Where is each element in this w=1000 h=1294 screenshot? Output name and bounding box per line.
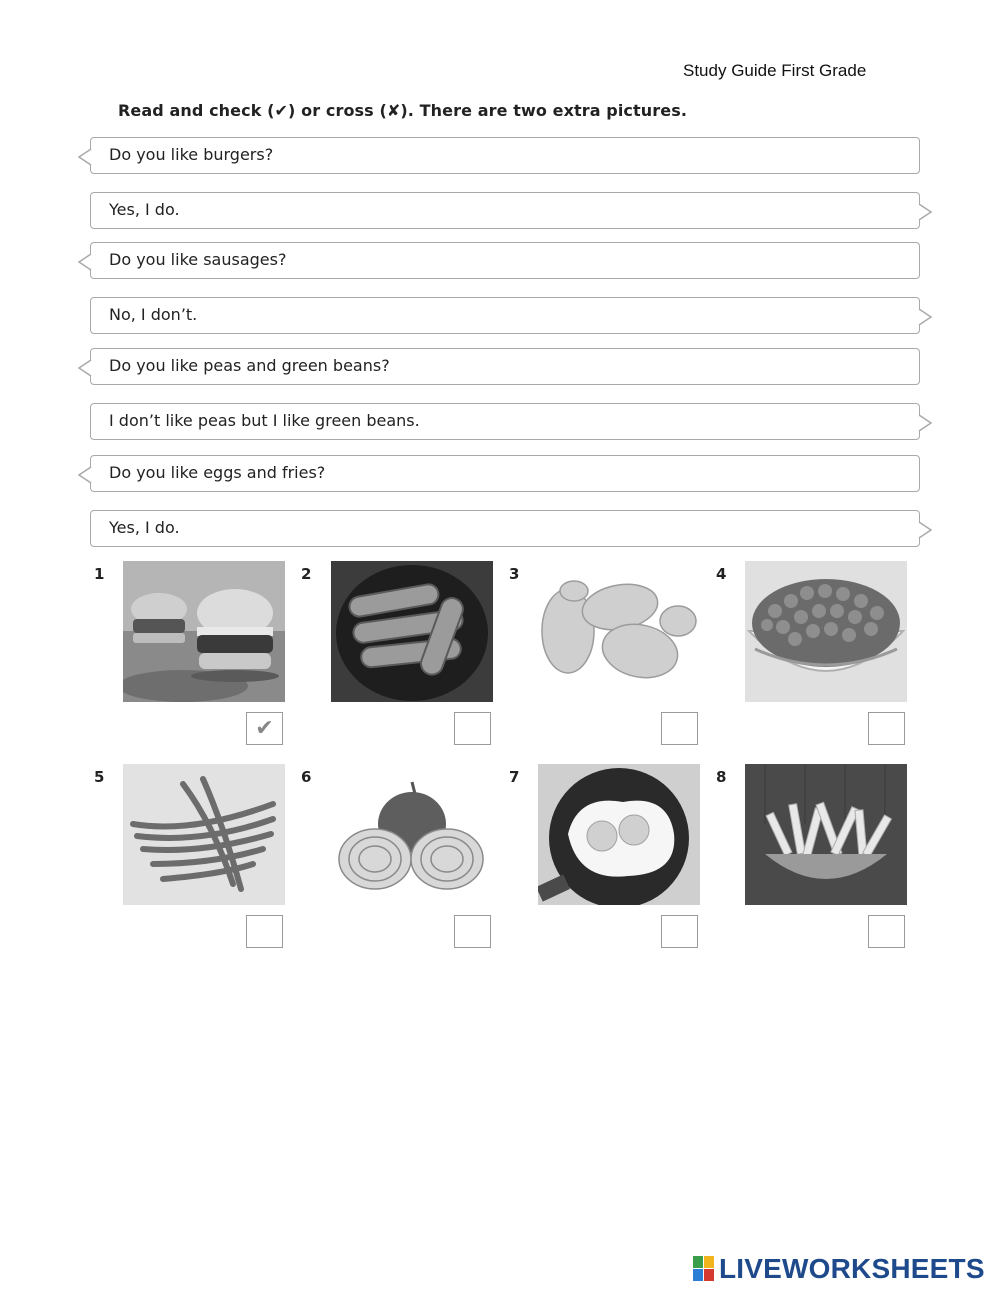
answer-box[interactable]: [454, 712, 491, 745]
dialogue-bubble: [90, 297, 920, 334]
fries-icon: [745, 764, 907, 905]
dialogue-text: Yes, I do.: [109, 200, 180, 219]
bubble-tail: [919, 522, 931, 538]
bubble-tail: [919, 204, 931, 220]
answer-box[interactable]: [661, 712, 698, 745]
bubble-tail: [919, 415, 931, 431]
fried-eggs-icon: [538, 764, 700, 905]
answer-box[interactable]: [246, 915, 283, 948]
dialogue-text: Yes, I do.: [109, 518, 180, 537]
picture-number: 1: [94, 565, 105, 583]
dialogue-bubble: [90, 192, 920, 229]
green-beans-icon: [123, 764, 285, 905]
dialogue-bubble: [90, 348, 920, 385]
dialogue-text: I don’t like peas but I like green beans.: [109, 411, 420, 430]
dialogue-bubble: [90, 455, 920, 492]
dialogue-text: Do you like peas and green beans?: [109, 356, 390, 375]
burgers-icon: [123, 561, 285, 702]
dialogue-bubble: [90, 242, 920, 279]
bubble-tail: [79, 149, 91, 165]
onions-icon: [331, 764, 493, 905]
dialogue-text: Do you like burgers?: [109, 145, 274, 164]
bubble-tail: [79, 467, 91, 483]
answer-box[interactable]: ✔: [246, 712, 283, 745]
answer-box[interactable]: [868, 712, 905, 745]
bubble-tail: [79, 254, 91, 270]
answer-box[interactable]: [868, 915, 905, 948]
logo-text: LIVEWORKSHEETS: [719, 1253, 985, 1284]
picture-number: 8: [716, 768, 727, 786]
instructions: Read and check (✔) or cross (✘). There are two extra pictures.: [118, 101, 687, 120]
logo-mark-icon: [693, 1256, 715, 1282]
sausages-icon: [331, 561, 493, 702]
liveworksheets-logo: [693, 1253, 985, 1285]
dialogue-text: Do you like sausages?: [109, 250, 287, 269]
dialogue-bubble: [90, 403, 920, 440]
picture-number: 5: [94, 768, 105, 786]
dialogue-bubble: [90, 510, 920, 547]
answer-box[interactable]: [661, 915, 698, 948]
dialogue-text: Do you like eggs and fries?: [109, 463, 326, 482]
picture-number: 2: [301, 565, 312, 583]
potatoes-icon: [538, 561, 700, 702]
picture-number: 7: [509, 768, 520, 786]
peas-icon: [745, 561, 907, 702]
page-header-title: Study Guide First Grade: [683, 61, 867, 80]
picture-number: 6: [301, 768, 312, 786]
dialogue-text: No, I don’t.: [109, 305, 198, 324]
picture-number: 3: [509, 565, 520, 583]
bubble-tail: [919, 309, 931, 325]
dialogue-bubble: [90, 137, 920, 174]
picture-number: 4: [716, 565, 727, 583]
bubble-tail: [79, 360, 91, 376]
answer-box[interactable]: [454, 915, 491, 948]
